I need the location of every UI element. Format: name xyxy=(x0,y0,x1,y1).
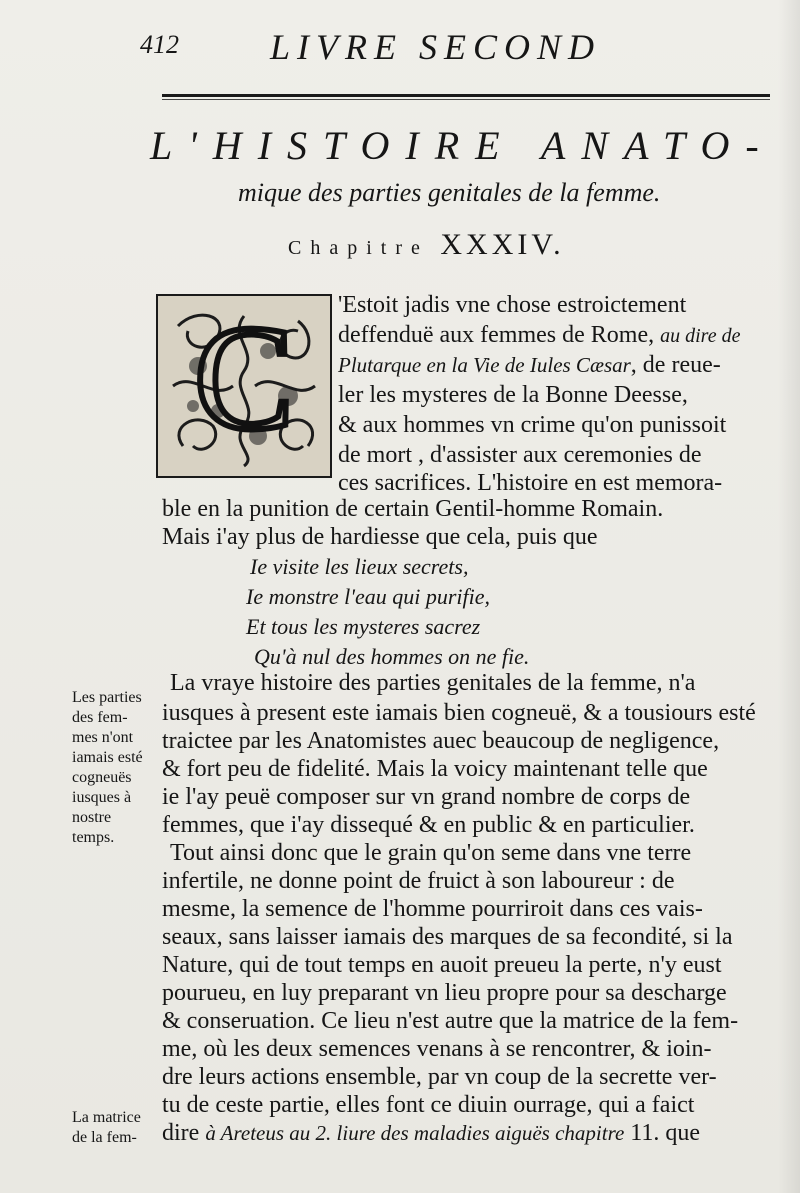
margin-line: temps. xyxy=(72,829,115,846)
para-text: 11. que xyxy=(630,1120,701,1146)
body-line: ble en la punition de certain Gentil-homme Romain. xyxy=(162,496,664,522)
para-line: & fort peu de fidelité. Mais la voicy maintenant telle que xyxy=(162,756,708,782)
body-italic: Plutarque en la Vie de Iules Cæsar xyxy=(338,353,631,377)
para-line: Tout ainsi donc que le grain qu'on seme dans vne terre xyxy=(170,840,692,866)
body-line: & aux hommes vn crime qu'on punissoit xyxy=(338,412,727,438)
running-title: LIVRE SECOND xyxy=(270,27,601,67)
page-number: 412 xyxy=(140,30,179,59)
para-line: tu de ceste partie, elles font ce diuin ourrage, qui a faict xyxy=(162,1092,695,1118)
verse-line: Ie visite les lieux secrets, xyxy=(250,554,469,579)
margin-note xyxy=(72,1108,141,1148)
para-line: seaux, sans laisser iamais des marques de sa fecondité, si la xyxy=(162,924,733,950)
para-line: pourueu, en luy preparant vn lieu propre pour sa descharge xyxy=(162,980,727,1006)
para-line: Nature, qui de tout temps en auoit preueu la perte, n'y eust xyxy=(162,952,722,978)
body-text: , de reue- xyxy=(630,352,721,378)
verse-line: Et tous les mysteres sacrez xyxy=(246,614,481,639)
body-line: ler les mysteres de la Bonne Deesse, xyxy=(338,382,688,408)
decorated-initial xyxy=(156,294,332,478)
body-line xyxy=(338,352,721,379)
chapter-numeral: XXXIV. xyxy=(440,228,565,261)
margin-line: La matrice xyxy=(72,1109,141,1126)
margin-line: de la fem- xyxy=(72,1129,137,1146)
svg-text:C: C xyxy=(193,296,295,461)
margin-line: cogneuës xyxy=(72,769,132,786)
header-rule xyxy=(162,94,770,97)
ornament-initial-icon xyxy=(158,296,330,476)
verse-line: Qu'à nul des hommes on ne fie. xyxy=(254,644,530,669)
body-line: Mais i'ay plus de hardiesse que cela, puis que xyxy=(162,524,598,550)
margin-line: nostre xyxy=(72,809,112,826)
margin-line: des fem- xyxy=(72,709,128,726)
para-line: iusques à present este iamais bien cogneuë, & a tousiours esté xyxy=(162,700,756,726)
margin-line: Les parties xyxy=(72,689,142,706)
chapter-title-line2: mique des parties genitales de la femme. xyxy=(238,178,661,207)
body-text: deffenduë aux femmes de Rome, xyxy=(338,322,655,348)
margin-line: iusques à xyxy=(72,789,132,806)
para-line: infertile, ne donne point de fruict à son laboureur : de xyxy=(162,868,675,894)
margin-line: mes n'ont xyxy=(72,729,134,746)
page-header xyxy=(140,24,790,74)
body-line: 'Estoit jadis vne chose estroictement xyxy=(338,292,687,318)
para-line xyxy=(162,1120,700,1147)
header-rule-thin xyxy=(162,99,770,100)
para-italic: à Areteus au 2. liure des maladies aiguës chapitre xyxy=(205,1121,625,1145)
body-line xyxy=(338,322,740,349)
para-line: mesme, la semence de l'homme pourriroit dans ces vais- xyxy=(162,896,703,922)
verse-line: Ie monstre l'eau qui purifie, xyxy=(246,584,491,609)
margin-note xyxy=(72,688,143,848)
para-line: dre leurs actions ensemble, par vn coup de la secrette ver- xyxy=(162,1064,717,1090)
para-text: dire xyxy=(162,1120,200,1146)
chapter-prefix: Chapitre xyxy=(288,237,429,259)
margin-line: iamais esté xyxy=(72,749,143,766)
chapter-title-line1: L'HISTOIRE ANATO- xyxy=(150,123,775,168)
chapter-heading xyxy=(288,228,565,262)
para-line: femmes, que i'ay dissequé & en public & en particulier. xyxy=(162,812,695,838)
body-line: de mort , d'assister aux ceremonies de xyxy=(338,442,702,468)
page-edge-shadow xyxy=(778,0,800,1193)
para-line: me, où les deux semences venans à se rencontrer, & ioin- xyxy=(162,1036,712,1062)
body-line: ces sacrifices. L'histoire en est memora- xyxy=(338,470,723,496)
para-line: traictee par les Anatomistes auec beaucoup de negligence, xyxy=(162,728,720,754)
para-line: ie l'ay peuë composer sur vn grand nombre de corps de xyxy=(162,784,691,810)
para-line: La vraye histoire des parties genitales de la femme, n'a xyxy=(170,670,696,696)
para-line: & conseruation. Ce lieu n'est autre que la matrice de la fem- xyxy=(162,1008,739,1034)
body-italic: au dire de xyxy=(660,325,741,347)
